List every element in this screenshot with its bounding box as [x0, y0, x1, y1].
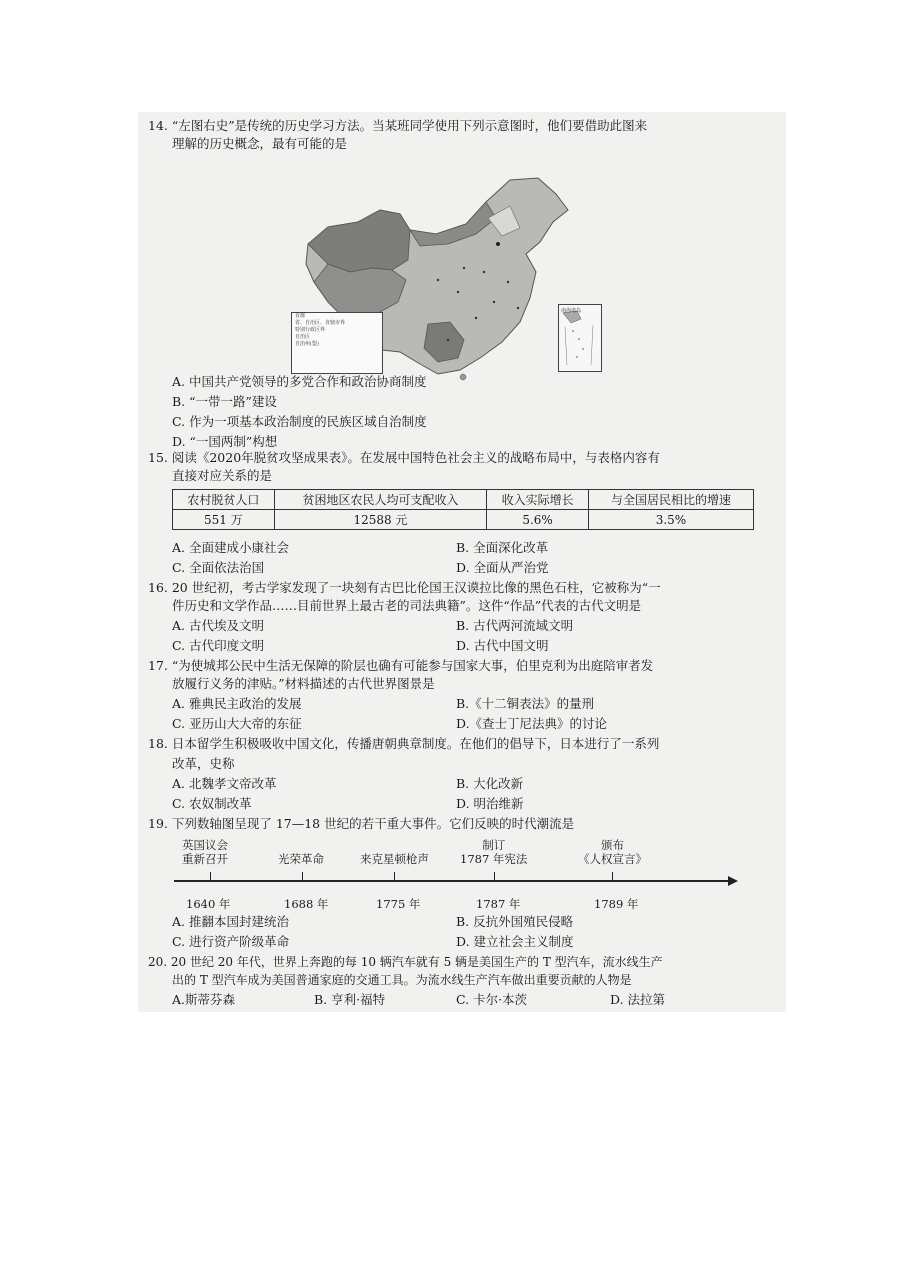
timeline-event-1789: [578, 838, 647, 866]
q14-option-c: C. 作为一项基本政治制度的民族区域自治制度: [172, 414, 427, 429]
event-label-bottom: 1787 年宪法: [460, 852, 528, 866]
q19-option-d: D. 建立社会主义制度: [456, 934, 574, 949]
legend-item: 自治州(盟): [295, 341, 319, 347]
q20-option-d: D. 法拉第: [610, 992, 666, 1007]
table-cell: 12588 元: [274, 510, 487, 530]
exam-page: [138, 112, 786, 1012]
timeline-event-1775: [360, 852, 429, 866]
timeline-year: 1787 年: [476, 897, 521, 911]
q15-option-c: C. 全面依法治国: [172, 560, 265, 575]
event-label-top: 制订: [482, 838, 506, 852]
timeline-year: 1775 年: [376, 897, 421, 911]
q17-stem-line2: 放履行义务的津贴。”材料描述的古代世界图景是: [172, 676, 435, 691]
inset-graphic: [559, 305, 601, 371]
timeline-event-1688: [278, 852, 324, 866]
q18-option-a: A. 北魏孝文帝改革: [172, 776, 277, 791]
timeline-event-1640: [182, 838, 228, 866]
table-header-row: [173, 490, 754, 510]
q16-option-d: D. 古代中国文明: [456, 638, 549, 653]
q14-option-b: B. “一带一路”建设: [172, 394, 277, 409]
q15-stem-line2: 直接对应关系的是: [172, 468, 273, 483]
q15-option-d: D. 全面从严治党: [456, 560, 549, 575]
q19-option-b: B. 反抗外国殖民侵略: [456, 914, 574, 929]
legend-item: 省、自治区、直辖市界: [295, 320, 346, 326]
q15-stem-line1: 15. 阅读《2020年脱贫攻坚成果表》。在发展中国特色社会主义的战略布局中，与表格内容有: [148, 450, 660, 465]
event-label-bottom: 光荣革命: [278, 852, 324, 866]
south-china-sea-inset: [558, 304, 602, 372]
poverty-results-table: [172, 489, 754, 530]
legend-item: 特别行政区界: [295, 327, 326, 333]
event-label-bottom: 《人权宣言》: [578, 852, 647, 866]
q14-stem-line2: 理解的历史概念，最有可能的是: [172, 136, 348, 151]
q20-option-c: C. 卡尔·本茨: [456, 992, 528, 1007]
timeline-arrow-icon: [728, 876, 738, 886]
event-label-top: 颁布: [601, 838, 624, 852]
q17-option-b: B.《十二铜表法》的量刑: [456, 696, 595, 711]
q18-option-d: D. 明治维新: [456, 796, 524, 811]
timeline-axis: [174, 880, 734, 882]
q14-option-d: D. “一国两制”构想: [172, 434, 278, 449]
q16-stem-line2: 件历史和文学作品……目前世界上最古老的司法典籍”。这件“作品”代表的古代文明是: [172, 598, 642, 613]
q14-option-a: A. 中国共产党领导的多党合作和政治协商制度: [172, 374, 427, 389]
timeline-year: 1640 年: [186, 897, 231, 911]
q18-option-b: B. 大化改新: [456, 776, 524, 791]
q20-stem-line2: 出的 T 型汽车成为美国普通家庭的交通工具。为流水线生产汽车做出重要贡献的人物是: [172, 973, 632, 987]
timeline-year: 1789 年: [594, 897, 639, 911]
q18-option-c: C. 农奴制改革: [172, 796, 252, 811]
table-header-cell: 农村脱贫人口: [173, 490, 275, 510]
q14-stem-line1: 14. “左图右史”是传统的历史学习方法。当某班同学使用下列示意图时，他们要借助此图来: [148, 118, 648, 133]
timeline-tick: [210, 872, 211, 882]
map-legend: [291, 312, 383, 374]
q18-stem-line1: 18. 日本留学生积极吸收中国文化，传播唐朝典章制度。在他们的倡导下，日本进行了一系列: [148, 736, 660, 751]
table-cell: 551 万: [173, 510, 275, 530]
q17-option-c: C. 亚历山大大帝的东征: [172, 716, 302, 731]
table-header-cell: 与全国居民相比的增速: [588, 490, 753, 510]
q15-option-a: A. 全面建成小康社会: [172, 540, 289, 555]
timeline-tick: [612, 872, 613, 882]
q19-stem: 19. 下列数轴图呈现了 17—18 世纪的若干重大事件。它们反映的时代潮流是: [148, 816, 575, 831]
table-header-cell: 收入实际增长: [487, 490, 589, 510]
q19-option-a: A. 推翻本国封建统治: [172, 914, 289, 929]
q15-option-b: B. 全面深化改革: [456, 540, 549, 555]
q16-option-a: A. 古代埃及文明: [172, 618, 264, 633]
timeline-event-1787: [460, 838, 527, 866]
q20-option-a: A.斯蒂芬森: [172, 992, 236, 1007]
table-cell: 5.6%: [487, 510, 589, 530]
event-label-top: 英国议会: [182, 838, 228, 852]
table-row: [173, 510, 754, 530]
q17-stem-line1: 17. “为使城邦公民中生活无保障的阶层也确有可能参与国家大事，伯里克利为出庭陪审者发: [148, 658, 654, 673]
timeline-year: 1688 年: [284, 897, 329, 911]
q16-option-c: C. 古代印度文明: [172, 638, 265, 653]
q18-stem-line2: 改革，史称: [172, 756, 235, 771]
timeline-tick: [394, 872, 395, 882]
table-header-cell: 贫困地区农民人均可支配收入: [274, 490, 487, 510]
table-cell: 3.5%: [588, 510, 753, 530]
inset-label: 南海诸岛: [561, 308, 582, 314]
timeline-tick: [494, 872, 495, 882]
q19-option-c: C. 进行资产阶级革命: [172, 934, 290, 949]
legend-item: 首都: [295, 313, 306, 319]
event-label-bottom: 来克星顿枪声: [360, 852, 429, 866]
q17-option-d: D.《查士丁尼法典》的讨论: [456, 716, 608, 731]
event-label-bottom: 重新召开: [182, 852, 228, 866]
q20-stem-line1: 20. 20 世纪 20 年代，世界上奔跑的每 10 辆汽车就有 5 辆是美国生产的 T 型汽车，流水线生产: [148, 955, 663, 969]
q16-stem-line1: 16. 20 世纪初，考古学家发现了一块刻有古巴比伦国王汉谟拉比像的黑色石柱，它被称为“一: [148, 580, 661, 595]
legend-item: 自治区: [295, 334, 311, 340]
q16-option-b: B. 古代两河流域文明: [456, 618, 574, 633]
q20-option-b: B. 亨利·福特: [314, 992, 386, 1007]
q17-option-a: A. 雅典民主政治的发展: [172, 696, 302, 711]
timeline-tick: [302, 872, 303, 882]
